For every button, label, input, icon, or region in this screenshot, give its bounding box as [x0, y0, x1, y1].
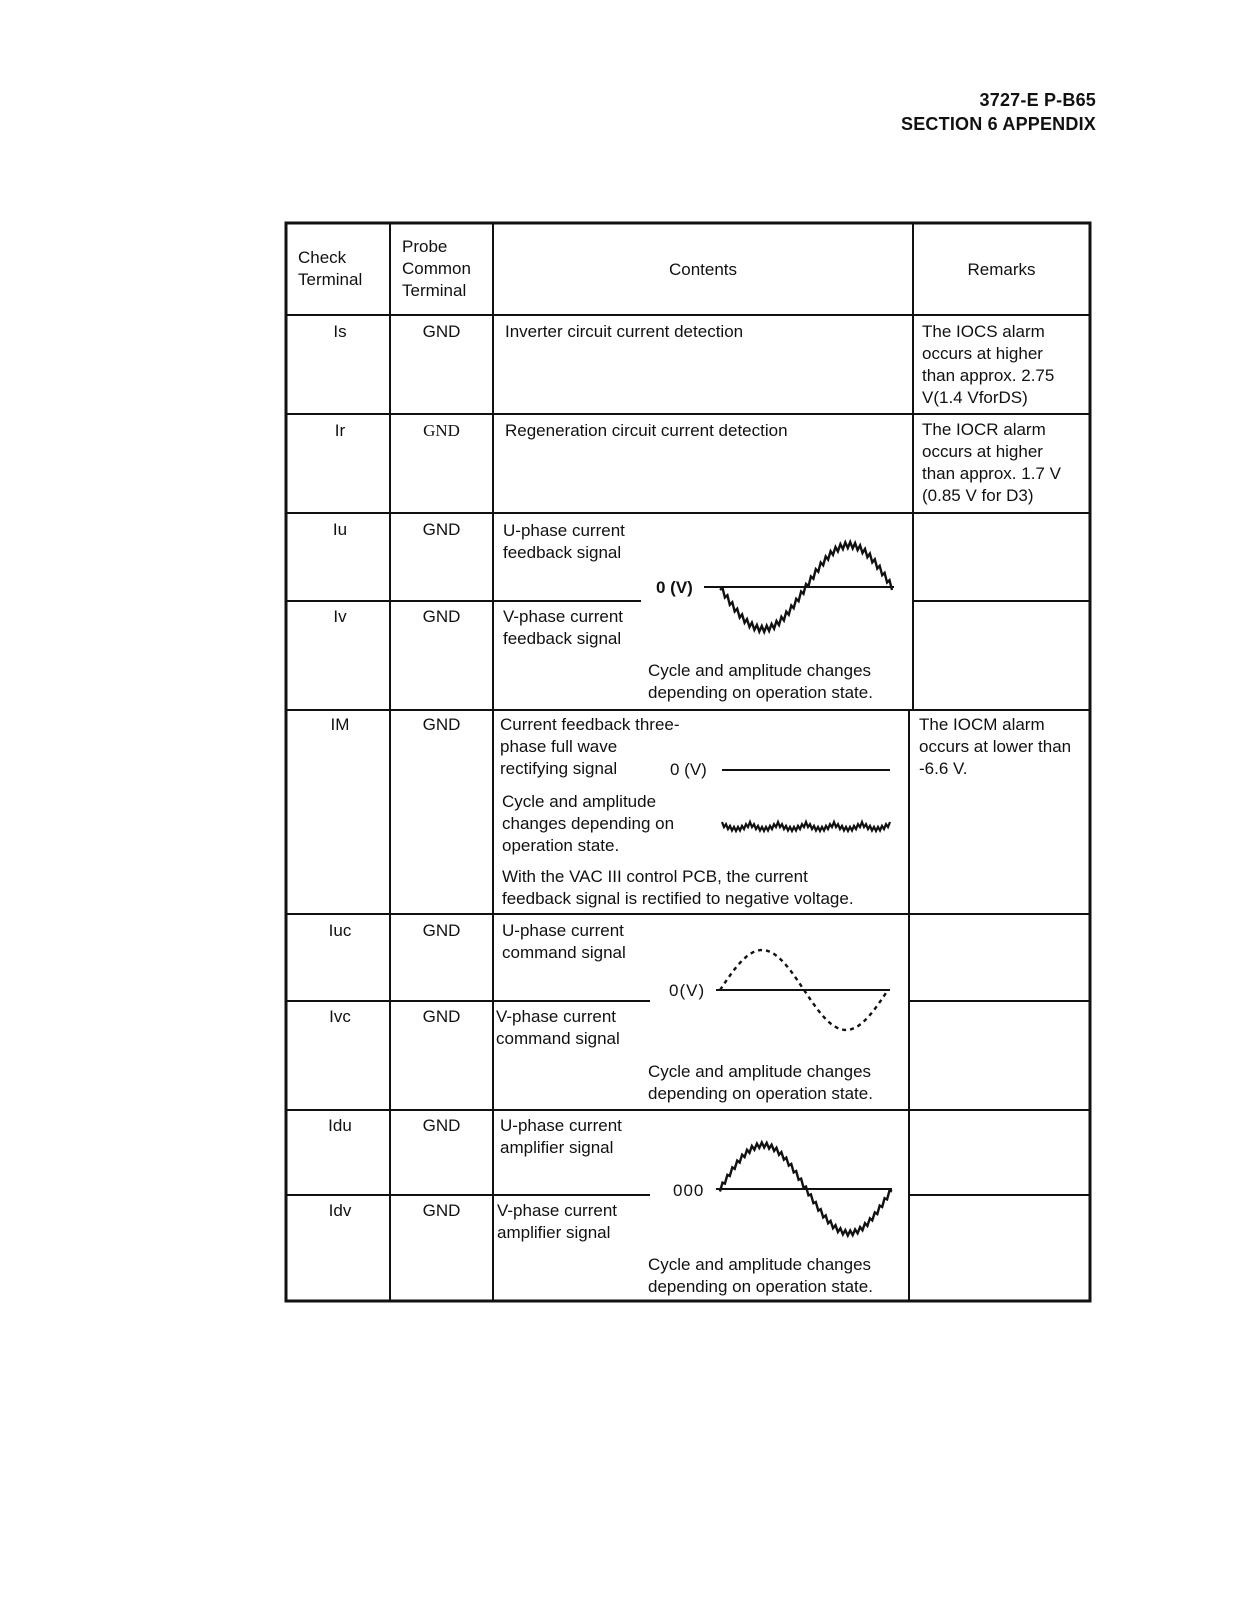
check-terminal-ir: Ir: [334, 421, 346, 440]
probe-terminal-iuc: GND: [422, 921, 461, 940]
contents-iv: V-phase current feedback signal: [503, 607, 624, 648]
header-contents: Contents: [668, 260, 738, 279]
contents-im-vac-note: With the VAC III control PCB, the current feedback signal is rectified to negative voltage.: [502, 867, 854, 908]
remarks-ir: The IOCR alarm occurs at higher than approx. 1.7 V (0.85 V for D3): [922, 420, 1061, 505]
check-terminal-iv: Iv: [333, 607, 347, 626]
check-terminal-idv: Idv: [328, 1201, 352, 1220]
contents-ivc: V-phase current command signal: [496, 1007, 620, 1048]
probe-terminal-ivc: GND: [422, 1007, 461, 1026]
probe-terminal-iu: GND: [422, 520, 461, 539]
header-remarks: Remarks: [967, 260, 1036, 279]
check-terminal-ivc: Ivc: [329, 1007, 351, 1026]
contents-iu: U-phase current feedback signal: [503, 521, 625, 562]
check-terminal-is: Is: [333, 322, 347, 341]
check-terminal-iu: Iu: [332, 520, 348, 539]
amplifier-cycle-note: Cycle and amplitude changes depending on operation state.: [648, 1255, 873, 1296]
feedback-cycle-note: Cycle and amplitude changes depending on operation state.: [648, 661, 873, 702]
probe-terminal-idv: GND: [422, 1201, 461, 1220]
contents-idv: V-phase current amplifier signal: [497, 1201, 618, 1242]
contents-is: Inverter circuit current detection: [505, 322, 744, 341]
contents-im: Current feedback three- phase full wave rectifying signal: [500, 715, 680, 778]
probe-terminal-ir: GND: [423, 421, 460, 440]
contents-ir: Regeneration circuit current detection: [505, 421, 788, 440]
document-number: 3727-E P-B65: [979, 90, 1096, 110]
header-probe-common-terminal: Probe Common Terminal: [402, 237, 471, 300]
check-terminal-idu: Idu: [328, 1116, 352, 1135]
command-cycle-note: Cycle and amplitude changes depending on operation state.: [648, 1062, 873, 1103]
remarks-is: The IOCS alarm occurs at higher than approx. 2.75 V(1.4 VforDS): [922, 322, 1055, 407]
contents-idu: U-phase current amplifier signal: [500, 1116, 622, 1157]
section-title: SECTION 6 APPENDIX: [901, 114, 1096, 134]
amplifier-zero-label: 000: [673, 1181, 705, 1200]
feedback-zero-label: 0 (V): [656, 578, 693, 597]
remarks-im: The IOCM alarm occurs at lower than -6.6 V.: [919, 715, 1072, 778]
check-terminal-iuc: Iuc: [328, 921, 352, 940]
probe-terminal-is: GND: [422, 322, 461, 341]
probe-terminal-idu: GND: [422, 1116, 461, 1135]
im-zero-label: 0 (V): [670, 760, 707, 779]
probe-terminal-iv: GND: [422, 607, 461, 626]
probe-terminal-im: GND: [422, 715, 461, 734]
check-terminal-im: IM: [330, 715, 350, 734]
contents-im-note: Cycle and amplitude changes depending on operation state.: [502, 792, 675, 855]
contents-iuc: U-phase current command signal: [502, 921, 626, 962]
command-zero-label: 0(V): [669, 981, 706, 1000]
header-check-terminal: Check Terminal: [298, 248, 363, 289]
im-rectified-waveform: [722, 822, 890, 831]
